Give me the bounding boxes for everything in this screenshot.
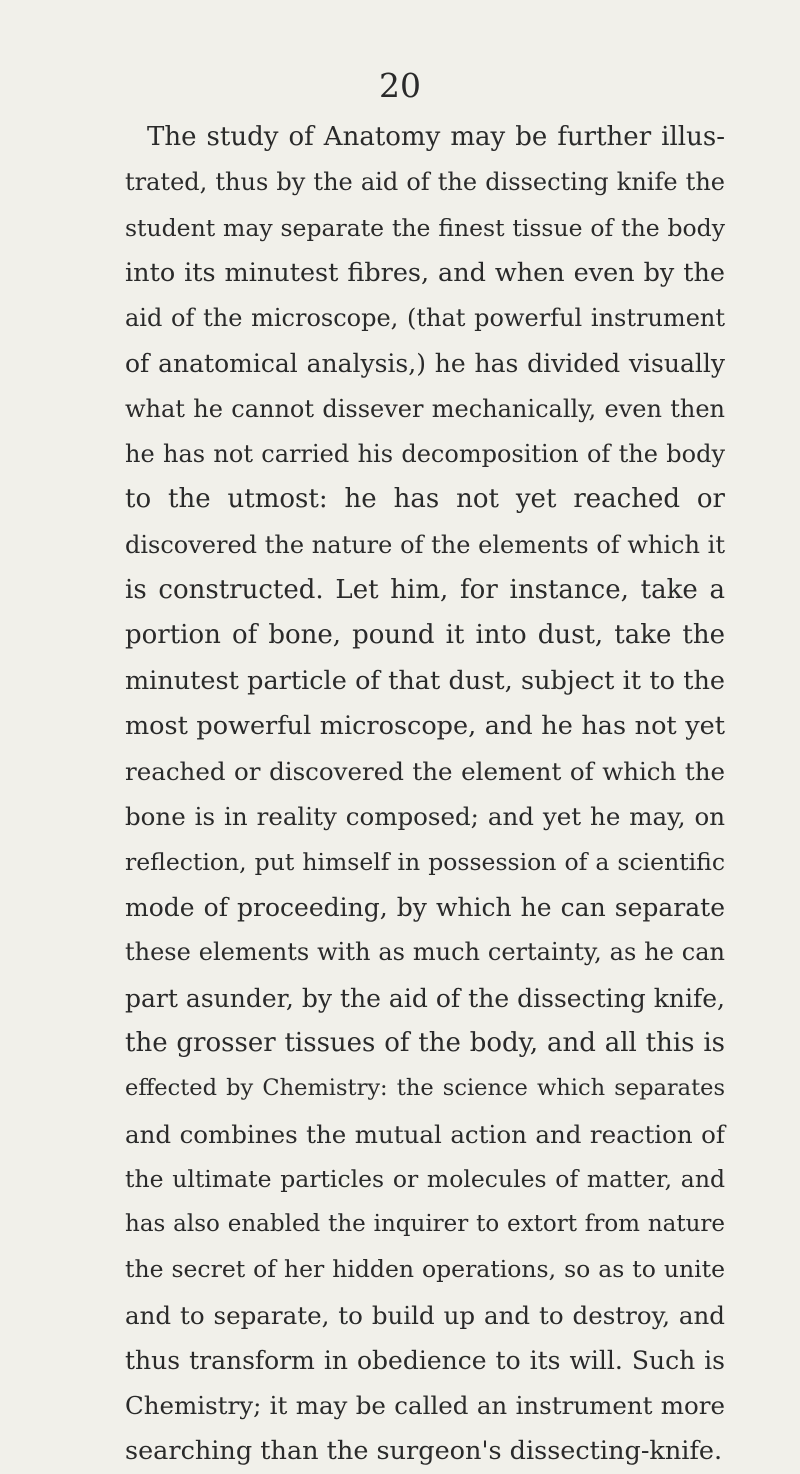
text-line: is constructed. Let him, for instance, take a: [125, 574, 725, 605]
text-line: aid of the microscope, (that powerful instrument: [125, 304, 725, 333]
text-line: what he cannot dissever mechanically, even then: [125, 394, 725, 423]
text-line: bone is in reality composed; and yet he may, on: [125, 802, 725, 832]
text-line: searching than the surgeon's dissecting-knife.: [125, 1435, 723, 1466]
text-line: to the utmost: he has not yet reached or: [125, 484, 725, 515]
text-line: these elements with as much certainty, as he can: [125, 938, 725, 967]
body-text: [125, 115, 725, 1474]
text-line: most powerful microscope, and he has not yet: [125, 710, 725, 741]
text-line: effected by Chemistry: the science which separates: [125, 1075, 725, 1102]
text-line: trated, thus by the aid of the dissecting knife the: [125, 168, 725, 197]
text-line: reflection, put himself in possession of a scientific: [125, 847, 725, 876]
page-number: 20: [379, 66, 421, 105]
text-line: he has not carried his decomposition of the body: [125, 440, 725, 469]
text-line: and to separate, to build up and to destroy, and: [125, 1300, 725, 1330]
text-line: of anatomical analysis,) he has divided visually: [125, 349, 725, 379]
text-line: thus transform in obedience to its will. Such is: [125, 1346, 725, 1376]
text-line: the grosser tissues of the body, and all this is: [125, 1027, 725, 1058]
text-line: portion of bone, pound it into dust, take the: [125, 620, 725, 651]
text-line: part asunder, by the aid of the dissecting knife,: [125, 983, 725, 1013]
text-line: and combines the mutual action and reaction of: [125, 1119, 725, 1149]
text-line: student may separate the finest tissue of the body: [125, 213, 725, 242]
text-line: reached or discovered the element of which the: [125, 757, 725, 787]
text-line: The study of Anatomy may be further illus-: [147, 122, 725, 152]
text-line: the ultimate particles or molecules of matter, and: [125, 1164, 725, 1193]
text-line: mode of proceeding, by which he can separate: [125, 893, 725, 923]
text-line: into its minutest fibres, and when even by the: [125, 257, 725, 288]
text-line: has also enabled the inquirer to extort from nature: [125, 1211, 725, 1238]
text-line: the secret of her hidden operations, so as to unite: [125, 1255, 725, 1284]
text-line: Chemistry; it may be called an instrument more: [125, 1391, 725, 1421]
text-line: discovered the nature of the elements of which it: [125, 530, 725, 559]
text-line: minutest particle of that dust, subject it to the: [125, 665, 725, 696]
